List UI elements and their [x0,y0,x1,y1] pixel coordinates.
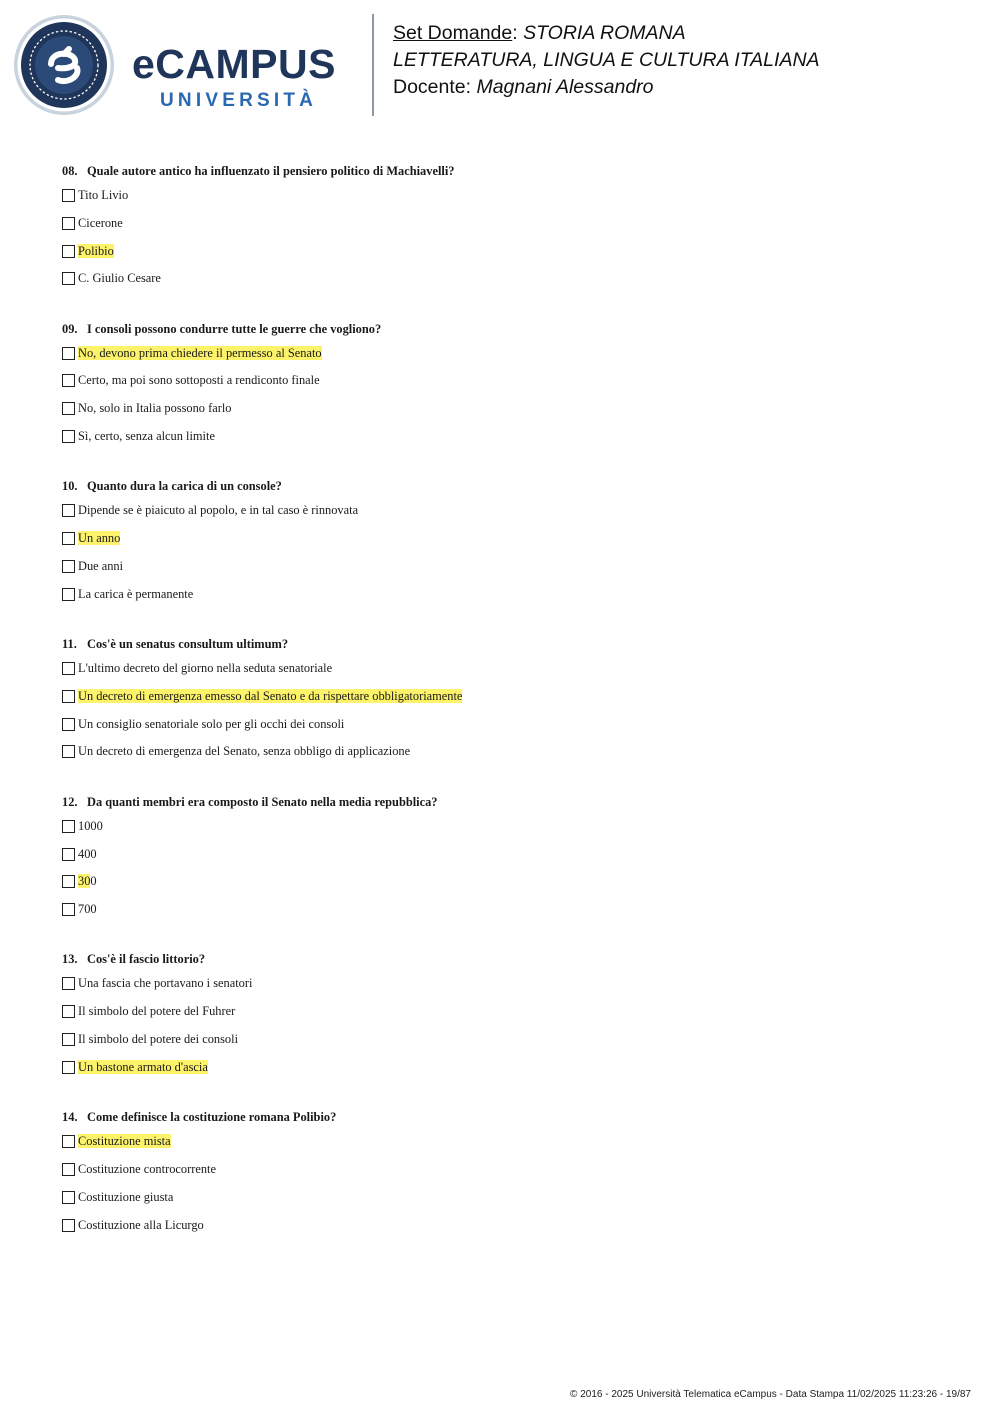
teacher-label: Docente: [393,76,477,98]
answer-text [78,847,97,862]
answer-checkbox[interactable] [62,1219,75,1232]
answer-text-plain: Tito Livio [78,188,129,202]
page-footer: © 2016 - 2025 Università Telematica eCampus - Data Stampa 11/02/2025 11:23:26 - 19/87 [570,1389,971,1400]
answer-text [78,531,120,546]
answer-text-highlighted: Un decreto di emergenza emesso dal Senato e da rispettare obbligatoriamente [78,688,463,703]
answer-option[interactable] [62,188,962,216]
answer-text-plain: Cicerone [78,215,123,230]
question-number: 12. [62,794,78,809]
answer-checkbox[interactable] [62,718,75,731]
answer-option[interactable] [62,1162,962,1190]
answer-option[interactable] [62,1004,962,1032]
set-label: Set Domande [393,22,513,44]
answer-text [78,1162,216,1177]
answer-checkbox[interactable] [62,588,75,601]
question-text: Da quanti membri era composto il Senato nella media repubblica? [87,794,438,809]
question-list [62,162,962,1266]
answer-text [78,1032,238,1047]
answer-text-highlighted: Polibio [78,243,114,258]
answer-text [78,902,97,917]
teacher-name: Magnani Alessandro [476,76,654,98]
answer-option[interactable] [62,1190,962,1218]
answer-option[interactable] [62,717,962,745]
answer-option[interactable] [62,1032,962,1060]
logo-wordmark: eCAMPUS [132,41,336,87]
answer-option[interactable] [62,689,962,717]
answer-text [78,689,462,704]
answer-option[interactable] [62,244,962,272]
page-header [0,0,1000,130]
question-title [62,635,962,653]
answer-checkbox[interactable] [62,1061,75,1074]
answer-checkbox[interactable] [62,217,75,230]
answer-checkbox[interactable] [62,875,75,888]
answer-text [78,744,410,759]
answer-checkbox[interactable] [62,662,75,675]
answer-text-plain: L'ultimo decreto del giorno nella seduta senatoriale [78,661,333,676]
answer-option[interactable] [62,401,962,429]
answer-checkbox[interactable] [62,374,75,387]
answer-text-highlighted: 30 [78,874,91,889]
answer-option[interactable] [62,1218,962,1246]
answer-checkbox[interactable] [62,848,75,861]
answer-text [78,1190,173,1205]
answer-text-plain: Sì, certo, senza alcun limite [78,429,215,444]
question [62,477,962,614]
answer-text-plain: Certo, ma poi sono sottoposti a rendiconto finale [78,373,320,388]
answer-text-plain: Un decreto di emergenza del Senato, senza obbligo di applicazione [78,744,411,759]
question [62,635,962,772]
answer-checkbox[interactable] [62,560,75,573]
answer-text-plain: Dipende se è piaicuto al popolo, e in tal caso è rinnovata [78,503,359,518]
answer-text [78,1218,204,1233]
answer-text [78,503,358,518]
question [62,950,962,1087]
answer-option[interactable] [62,503,962,531]
answer-text-plain: Il simbolo del potere dei consoli [78,1032,239,1047]
question [62,162,962,299]
course-title: STORIA ROMANA [523,22,686,44]
question-text: Quale autore antico ha influenzato il pensiero politico di Machiavelli? [87,164,455,178]
answer-checkbox[interactable] [62,532,75,545]
answer-checkbox[interactable] [62,1135,75,1148]
answer-checkbox[interactable] [62,690,75,703]
course-subtitle: LETTERATURA, LINGUA E CULTURA ITALIANA [393,49,820,71]
answer-text-plain: Costituzione giusta [78,1189,174,1204]
answer-option[interactable] [62,1060,962,1088]
answer-text [78,976,252,991]
question-text: I consoli possono condurre tutte le guerre che vogliono? [87,321,382,336]
ecampus-logo [14,14,354,118]
answer-text-plain: 1000 [78,818,103,833]
question-number: 14. [62,1110,78,1125]
question-text: Quanto dura la carica di un console? [87,479,282,494]
answer-text [78,717,344,732]
answer-text-plain: 400 [78,846,97,861]
answer-option[interactable] [62,661,962,689]
answer-option[interactable] [62,1134,962,1162]
question-title [62,1108,962,1126]
logo-subtext: UNIVERSITÀ [160,90,318,111]
answer-text-plain: Il simbolo del potere del Fuhrer [78,1004,236,1019]
question-text: Cos'è un senatus consultum ultimum? [87,637,289,652]
answer-text [78,1134,171,1149]
answer-option[interactable] [62,559,962,587]
question-text: Cos'è il fascio littorio? [87,952,206,967]
question-title [62,793,962,811]
answer-text-highlighted: Un anno [78,531,121,546]
header-line-subtitle [393,47,820,74]
question-number: 11. [62,637,77,652]
set-separator: : [512,22,524,44]
question-title [62,162,962,180]
answer-text-plain: C. Giulio Cesare [78,271,161,286]
answer-option[interactable] [62,346,962,374]
question [62,793,962,930]
answer-text [78,346,322,361]
answer-text-plain: Una fascia che portavano i senatori [78,976,253,991]
answer-option[interactable] [62,216,962,244]
answer-text [78,661,332,676]
header-line-teacher [393,74,820,101]
answer-text-plain-after: 0 [90,874,97,889]
answer-option[interactable] [62,587,962,615]
answer-option[interactable] [62,531,962,559]
answer-text [78,244,114,259]
answer-option[interactable] [62,373,962,401]
header-info [393,20,820,101]
question-title [62,950,962,968]
question-number: 10. [62,479,78,494]
answer-checkbox[interactable] [62,1163,75,1176]
answer-text [78,559,123,574]
answer-text-highlighted: Un bastone armato d'ascia [78,1059,208,1074]
answer-text-plain: Un consiglio senatoriale solo per gli occhi dei consoli [78,716,345,731]
question-text: Come definisce la costituzione romana Polibio? [87,1110,337,1125]
answer-text [78,271,161,286]
answer-text-plain: La carica è permanente [78,586,194,601]
answer-checkbox[interactable] [62,1005,75,1018]
answer-text [78,1004,235,1019]
answer-text-highlighted: No, devono prima chiedere il permesso al Senato [78,345,322,360]
answer-option[interactable] [62,819,962,847]
answer-checkbox[interactable] [62,245,75,258]
question-number: 13. [62,952,78,967]
answer-option[interactable] [62,902,962,930]
answer-option[interactable] [62,429,962,457]
question-title [62,320,962,338]
answer-text [78,373,320,388]
answer-option[interactable] [62,744,962,772]
answer-text-plain: Due anni [78,558,124,573]
answer-text-plain: Costituzione controcorrente [78,1161,216,1176]
question [62,1108,962,1245]
answer-checkbox[interactable] [62,504,75,517]
answer-text-plain: 700 [78,902,97,917]
answer-text [78,587,193,602]
question-number: 09. [62,321,78,336]
answer-checkbox[interactable] [62,903,75,916]
answer-option[interactable] [62,874,962,902]
answer-checkbox[interactable] [62,347,75,360]
answer-checkbox[interactable] [62,745,75,758]
answer-checkbox[interactable] [62,430,75,443]
answer-checkbox[interactable] [62,820,75,833]
header-divider [372,14,374,116]
header-line-set [393,20,820,47]
question [62,320,962,457]
answer-checkbox[interactable] [62,189,75,202]
answer-option[interactable] [62,847,962,875]
answer-text [78,401,232,416]
answer-text [78,874,97,889]
answer-text [78,188,128,203]
answer-text-highlighted: Costituzione mista [78,1134,171,1149]
answer-checkbox[interactable] [62,1191,75,1204]
question-number: 08. [62,164,78,178]
answer-text-plain: Costituzione alla Licurgo [78,1217,204,1232]
answer-text [78,216,123,231]
answer-text [78,1060,208,1075]
answer-checkbox[interactable] [62,977,75,990]
answer-option[interactable] [62,271,962,299]
answer-option[interactable] [62,976,962,1004]
answer-checkbox[interactable] [62,272,75,285]
question-title [62,477,962,495]
answer-text-plain: No, solo in Italia possono farlo [78,401,232,416]
answer-checkbox[interactable] [62,1033,75,1046]
answer-checkbox[interactable] [62,402,75,415]
answer-text [78,819,103,834]
answer-text [78,429,215,444]
